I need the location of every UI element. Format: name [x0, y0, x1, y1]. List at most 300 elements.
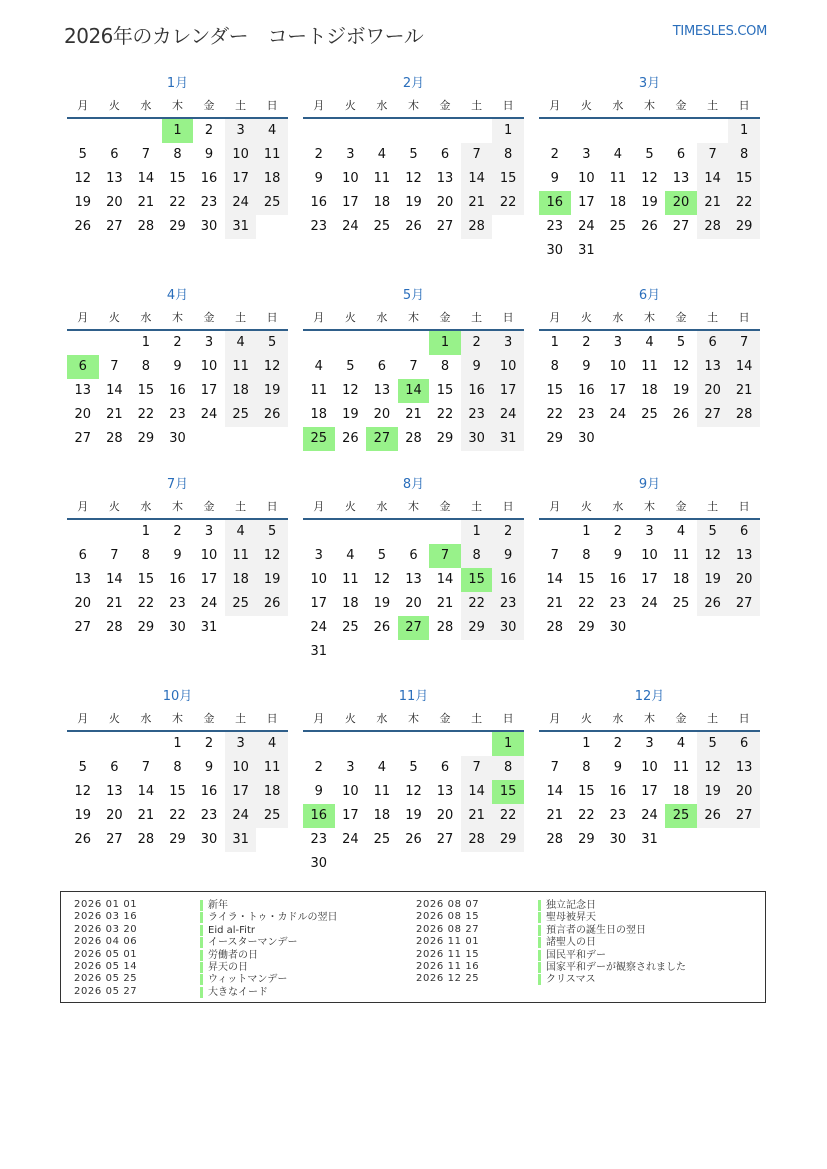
day-cell: 16: [609, 784, 627, 799]
day-cell: 13: [728, 756, 760, 780]
day-cell: 23: [169, 407, 186, 422]
day-cell: 7: [550, 548, 559, 563]
day-cell: 1: [141, 335, 151, 350]
weekday-label: 月: [313, 500, 325, 513]
day-cell: 24: [310, 620, 328, 635]
day-cell: 15: [137, 572, 155, 587]
day-cell: 16: [200, 171, 218, 186]
day-cell: 17: [225, 167, 257, 191]
weekday-label: 火: [108, 500, 120, 513]
day-cell: 14: [137, 171, 155, 186]
empty-cell: [67, 520, 99, 544]
day-cell: 1: [582, 524, 591, 539]
empty-cell: [665, 239, 697, 263]
day-cell: 1: [728, 119, 760, 143]
weekday-header: [303, 307, 524, 331]
empty-cell: [366, 852, 398, 876]
month-name: 8月: [402, 477, 425, 492]
day-cell: 20: [436, 808, 454, 823]
day-cell: 13: [436, 784, 454, 799]
day-cell: 4: [613, 147, 623, 162]
holiday-name: 諸聖人の日: [538, 937, 596, 948]
holiday-name: 国家平和デーが観察されました: [538, 962, 686, 973]
weekday-label: 日: [738, 311, 750, 324]
day-cell: 17: [609, 383, 627, 398]
day-cell: 31: [578, 243, 595, 258]
empty-cell: [461, 732, 493, 756]
day-cell: 8: [141, 548, 151, 563]
holiday-date: 2026 03 16: [74, 911, 138, 923]
day-cell: 8: [492, 756, 524, 780]
week-row: [303, 640, 524, 664]
day-cell: 3: [204, 335, 214, 350]
day-cell: 21: [106, 407, 123, 422]
day-cell: 2: [582, 335, 591, 350]
day-cell: 20: [728, 780, 760, 804]
holiday-date: 2026 05 25: [74, 973, 138, 985]
week-row: [539, 427, 760, 451]
day-cell: 27: [436, 832, 454, 847]
day-cell: 23: [546, 219, 564, 234]
day-cell: 18: [256, 780, 288, 804]
day-cell: 23: [200, 195, 218, 210]
day-cell: 14: [106, 572, 123, 587]
empty-cell: [303, 732, 335, 756]
day-cell: 15: [578, 572, 595, 587]
week-row: [303, 520, 524, 544]
holiday-date: 2026 03 20: [74, 923, 138, 935]
weekday-label: 土: [235, 311, 247, 324]
day-cell: 21: [461, 191, 493, 215]
day-cell: 12: [641, 171, 658, 186]
day-cell: 5: [346, 359, 355, 374]
day-cell: 19: [641, 195, 658, 210]
day-cell: 21: [697, 191, 729, 215]
day-cell: 3: [613, 335, 623, 350]
day-cell: 10: [200, 548, 218, 563]
holiday-date: 2026 11 15: [416, 948, 480, 960]
day-cell: 25: [672, 596, 690, 611]
empty-cell: [303, 119, 335, 143]
day-cell: 15: [546, 383, 564, 398]
holiday-date: 2026 05 14: [74, 960, 138, 972]
day-cell: 13: [436, 171, 454, 186]
day-cell: 11: [256, 143, 288, 167]
day-cell: 10: [225, 756, 257, 780]
week-row: [539, 804, 760, 828]
day-cell: 24: [609, 407, 627, 422]
weekday-label: 金: [675, 311, 687, 324]
day-cell: 19: [256, 568, 288, 592]
day-cell: 24: [342, 219, 359, 234]
day-cell: 17: [641, 572, 658, 587]
day-cell: 4: [256, 119, 288, 143]
month-block: [67, 686, 288, 852]
day-cell: 12: [672, 359, 690, 374]
holiday-date: 2026 05 27: [74, 985, 138, 997]
day-cell: 16: [200, 784, 218, 799]
day-cell: 21: [546, 596, 564, 611]
weekday-label: 日: [266, 99, 278, 112]
day-cell: 24: [200, 407, 218, 422]
day-cell: 1: [162, 119, 194, 143]
month-block: [539, 73, 760, 263]
weekday-label: 土: [471, 712, 483, 725]
week-row: [67, 191, 288, 215]
weekday-label: 日: [266, 712, 278, 725]
page-title: 2026年のカレンダー コートジボワール: [64, 24, 424, 48]
day-cell: 18: [609, 195, 627, 210]
day-cell: 29: [137, 431, 155, 446]
weekday-label: 日: [738, 500, 750, 513]
weekday-label: 土: [471, 311, 483, 324]
week-row: [303, 732, 524, 756]
day-cell: 14: [398, 379, 430, 403]
day-cell: 20: [106, 808, 123, 823]
day-cell: 11: [609, 171, 627, 186]
week-row: [303, 568, 524, 592]
day-cell: 18: [225, 568, 257, 592]
day-cell: 26: [405, 219, 422, 234]
day-cell: 27: [74, 431, 92, 446]
empty-cell: [571, 119, 603, 143]
week-row: [67, 403, 288, 427]
empty-cell: [398, 640, 430, 664]
day-cell: 18: [641, 383, 658, 398]
month-block: [67, 285, 288, 451]
weekday-label: 火: [108, 712, 120, 725]
day-cell: 29: [728, 215, 760, 239]
day-cell: 15: [492, 167, 524, 191]
week-row: [67, 780, 288, 804]
day-cell: 27: [398, 616, 430, 640]
day-cell: 7: [409, 359, 418, 374]
holiday-date: 2026 01 01: [74, 899, 138, 910]
week-row: [539, 191, 760, 215]
week-row: [539, 379, 760, 403]
day-cell: 20: [373, 407, 391, 422]
day-cell: 3: [346, 147, 355, 162]
day-cell: 31: [492, 427, 524, 451]
day-cell: 8: [173, 147, 182, 162]
day-cell: 22: [461, 592, 493, 616]
week-row: [303, 143, 524, 167]
weekday-label: 日: [502, 99, 514, 112]
weekday-header: [67, 496, 288, 520]
month-block: [539, 474, 760, 640]
day-cell: 3: [645, 524, 654, 539]
day-cell: 12: [256, 355, 288, 379]
week-row: [303, 119, 524, 143]
holiday-name: 預言者の誕生日の翌日: [538, 925, 646, 936]
day-cell: 31: [225, 215, 257, 239]
day-cell: 16: [303, 804, 335, 828]
month-name: 10月: [162, 689, 193, 704]
week-row: [303, 544, 524, 568]
day-cell: 30: [546, 243, 564, 258]
day-cell: 16: [492, 568, 524, 592]
day-cell: 13: [106, 784, 123, 799]
day-cell: 3: [582, 147, 591, 162]
week-row: [303, 379, 524, 403]
empty-cell: [429, 852, 461, 876]
day-cell: 17: [342, 195, 359, 210]
weekday-label: 水: [612, 712, 624, 725]
day-cell: 9: [173, 359, 182, 374]
day-cell: 16: [609, 572, 627, 587]
day-cell: 24: [492, 403, 524, 427]
day-cell: 7: [697, 143, 729, 167]
month-name: 11月: [398, 689, 429, 704]
empty-cell: [492, 215, 524, 239]
day-cell: 22: [436, 407, 454, 422]
day-cell: 26: [641, 219, 658, 234]
day-cell: 1: [461, 520, 493, 544]
empty-cell: [99, 331, 131, 355]
day-cell: 3: [204, 524, 214, 539]
day-cell: 27: [672, 219, 690, 234]
week-row: [67, 331, 288, 355]
day-cell: 4: [225, 331, 257, 355]
day-cell: 4: [377, 760, 387, 775]
empty-cell: [634, 119, 666, 143]
day-cell: 6: [377, 359, 387, 374]
day-cell: 6: [728, 520, 760, 544]
holiday-date: 2026 12 25: [416, 973, 480, 985]
day-cell: 8: [440, 359, 450, 374]
day-cell: 7: [110, 359, 119, 374]
month-name: 12月: [634, 689, 665, 704]
empty-cell: [398, 520, 430, 544]
empty-cell: [193, 427, 225, 451]
weekday-label: 木: [643, 311, 655, 324]
weekday-header: [303, 708, 524, 732]
weekday-label: 水: [140, 712, 152, 725]
week-row: [539, 143, 760, 167]
empty-cell: [461, 640, 493, 664]
empty-cell: [429, 732, 461, 756]
day-cell: 19: [672, 383, 690, 398]
day-cell: 1: [582, 736, 591, 751]
day-cell: 28: [728, 403, 760, 427]
day-cell: 12: [405, 784, 422, 799]
holiday-name: 新年: [200, 900, 228, 911]
day-cell: 30: [169, 620, 186, 635]
day-cell: 6: [440, 760, 450, 775]
weekday-label: 火: [344, 500, 356, 513]
week-row: [67, 592, 288, 616]
day-cell: 10: [200, 359, 218, 374]
day-cell: 26: [256, 403, 288, 427]
empty-cell: [634, 616, 666, 640]
day-cell: 11: [342, 572, 359, 587]
week-row: [67, 355, 288, 379]
month-name: 3月: [638, 76, 661, 91]
day-cell: 20: [665, 191, 697, 215]
empty-cell: [665, 828, 697, 852]
day-cell: 2: [613, 736, 623, 751]
day-cell: 24: [578, 219, 595, 234]
day-cell: 21: [137, 808, 155, 823]
month-block: [303, 73, 524, 239]
day-cell: 14: [106, 383, 123, 398]
day-cell: 30: [169, 431, 186, 446]
day-cell: 23: [461, 403, 493, 427]
day-cell: 5: [256, 331, 288, 355]
empty-cell: [366, 520, 398, 544]
day-cell: 8: [582, 548, 591, 563]
day-cell: 28: [697, 215, 729, 239]
day-cell: 22: [492, 804, 524, 828]
day-cell: 9: [204, 147, 214, 162]
day-cell: 9: [550, 171, 559, 186]
day-cell: 14: [697, 167, 729, 191]
day-cell: 22: [728, 191, 760, 215]
day-cell: 6: [697, 331, 729, 355]
weekday-label: 金: [675, 712, 687, 725]
day-cell: 11: [310, 383, 328, 398]
day-cell: 27: [106, 832, 123, 847]
day-cell: 2: [173, 524, 182, 539]
day-cell: 12: [373, 572, 391, 587]
day-cell: 20: [405, 596, 422, 611]
day-cell: 6: [67, 355, 99, 379]
week-row: [303, 780, 524, 804]
day-cell: 4: [377, 147, 387, 162]
day-cell: 10: [492, 355, 524, 379]
weekday-label: 木: [643, 99, 655, 112]
week-row: [539, 568, 760, 592]
weekday-label: 金: [203, 311, 215, 324]
day-cell: 5: [256, 520, 288, 544]
day-cell: 18: [672, 784, 690, 799]
month-block: [67, 73, 288, 239]
weekday-label: 火: [580, 500, 592, 513]
weekday-label: 月: [313, 311, 325, 324]
day-cell: 27: [366, 427, 398, 451]
empty-cell: [303, 520, 335, 544]
weekday-label: 木: [643, 500, 655, 513]
day-cell: 25: [373, 219, 391, 234]
empty-cell: [634, 427, 666, 451]
day-cell: 15: [492, 780, 524, 804]
weekday-label: 木: [171, 311, 183, 324]
day-cell: 10: [609, 359, 627, 374]
weekday-label: 日: [266, 500, 278, 513]
week-row: [303, 427, 524, 451]
site-link[interactable]: TIMESLES.COM: [672, 24, 767, 39]
day-cell: 30: [200, 832, 218, 847]
day-cell: 1: [492, 732, 524, 756]
day-cell: 4: [676, 736, 686, 751]
week-row: [539, 239, 760, 263]
day-cell: 7: [461, 756, 493, 780]
day-cell: 17: [641, 784, 658, 799]
weekday-label: 月: [549, 99, 561, 112]
weekday-label: 金: [439, 712, 451, 725]
day-cell: 12: [697, 756, 729, 780]
weekday-label: 金: [203, 99, 215, 112]
day-cell: 31: [641, 832, 658, 847]
empty-cell: [492, 852, 524, 876]
empty-cell: [335, 331, 367, 355]
weekday-label: 火: [580, 712, 592, 725]
week-row: [539, 403, 760, 427]
day-cell: 16: [539, 191, 571, 215]
day-cell: 29: [169, 219, 186, 234]
day-cell: 6: [78, 548, 87, 563]
month-name: 7月: [166, 477, 189, 492]
day-cell: 1: [173, 736, 182, 751]
empty-cell: [539, 732, 571, 756]
day-cell: 18: [342, 596, 359, 611]
empty-cell: [665, 119, 697, 143]
day-cell: 11: [641, 359, 658, 374]
weekday-label: 土: [471, 99, 483, 112]
empty-cell: [256, 828, 288, 852]
day-cell: 22: [578, 596, 595, 611]
day-cell: 10: [310, 572, 328, 587]
week-row: [67, 119, 288, 143]
day-cell: 19: [373, 596, 391, 611]
week-row: [67, 520, 288, 544]
weekday-label: 水: [140, 99, 152, 112]
empty-cell: [398, 119, 430, 143]
day-cell: 18: [373, 195, 391, 210]
weekday-label: 火: [108, 311, 120, 324]
weekday-header: [67, 95, 288, 119]
day-cell: 21: [405, 407, 422, 422]
day-cell: 15: [137, 383, 155, 398]
empty-cell: [461, 119, 493, 143]
empty-cell: [256, 215, 288, 239]
day-cell: 11: [373, 171, 391, 186]
day-cell: 24: [641, 596, 658, 611]
day-cell: 16: [310, 195, 328, 210]
day-cell: 14: [546, 572, 564, 587]
day-cell: 7: [141, 760, 151, 775]
empty-cell: [634, 239, 666, 263]
weekday-header: [303, 496, 524, 520]
empty-cell: [539, 520, 571, 544]
day-cell: 21: [137, 195, 155, 210]
day-cell: 17: [310, 596, 328, 611]
day-cell: 12: [74, 171, 92, 186]
day-cell: 15: [578, 784, 595, 799]
weekday-label: 月: [313, 712, 325, 725]
day-cell: 11: [256, 756, 288, 780]
day-cell: 28: [106, 620, 123, 635]
day-cell: 7: [141, 147, 151, 162]
weekday-label: 火: [108, 99, 120, 112]
weekday-label: 火: [580, 311, 592, 324]
empty-cell: [67, 732, 99, 756]
day-cell: 26: [672, 407, 690, 422]
weekday-label: 月: [549, 712, 561, 725]
day-cell: 23: [200, 808, 218, 823]
day-cell: 28: [405, 431, 422, 446]
weekday-label: 月: [77, 712, 89, 725]
day-cell: 9: [613, 548, 623, 563]
day-cell: 4: [676, 524, 686, 539]
day-cell: 2: [613, 524, 623, 539]
day-cell: 13: [697, 355, 729, 379]
weekday-label: 土: [707, 500, 719, 513]
day-cell: 17: [492, 379, 524, 403]
day-cell: 29: [546, 431, 564, 446]
day-cell: 9: [582, 359, 591, 374]
day-cell: 2: [204, 123, 214, 138]
